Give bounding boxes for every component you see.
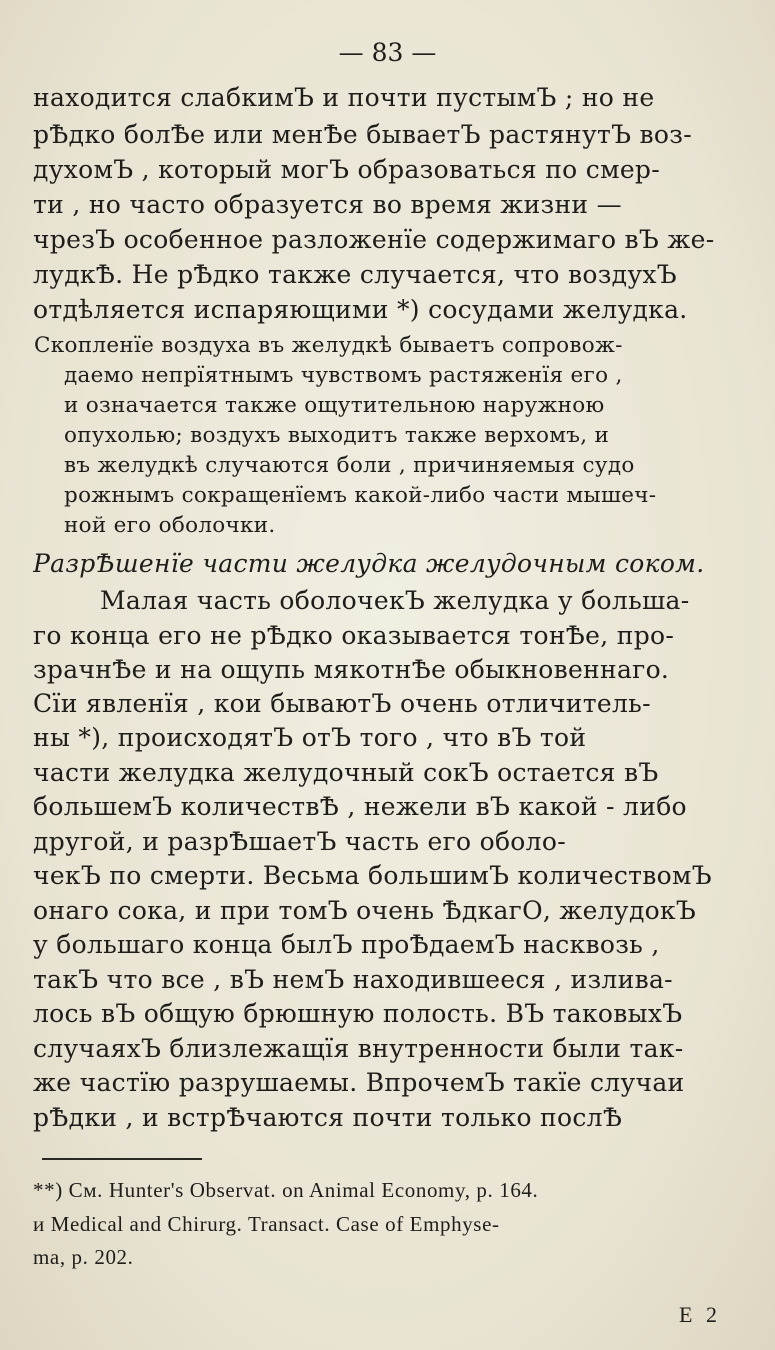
text-line: же частїю разрушаемы. ВпрочемЪ такїе случаи bbox=[33, 1068, 685, 1097]
text-line: находится слабкимЪ и почти пустымЪ ; но не bbox=[33, 83, 655, 112]
text-line: у большаго конца былЪ проѢдаемЪ насквозь , bbox=[33, 930, 660, 959]
footnote-rule bbox=[42, 1158, 202, 1160]
text-line: онаго сока, и при томЪ очень ѢдкагО, желудокЪ bbox=[33, 896, 697, 925]
signature-mark: Е 2 bbox=[679, 1302, 717, 1327]
text-line: чрезЪ особенное разложенїе содержимаго вЪ же- bbox=[33, 225, 715, 254]
footnote-line: ma, p. 202. bbox=[33, 1245, 134, 1269]
text-line: рожнымъ сокращенїемъ какой-либо части мышеч- bbox=[64, 483, 657, 508]
footnote-line: и Medical and Chirurg. Transact. Case of Emphyse- bbox=[33, 1212, 500, 1236]
text-line: части желудка желудочный сокЪ остается вЪ bbox=[33, 758, 659, 787]
footnote-line: **) См. Hunter's Observat. on Animal Economy, p. 164. bbox=[33, 1178, 539, 1202]
text-line: Малая часть оболочекЪ желудка у большa- bbox=[100, 586, 690, 615]
text-line: го конца его не рѢдко оказывается тонѢе, про- bbox=[33, 621, 675, 650]
text-line: другой, и разрѢшаетЪ часть его оболо- bbox=[33, 827, 566, 856]
section-heading: РазрѢшенїе части желудка желудочным соком. bbox=[33, 549, 705, 578]
text-line: большемЪ количествѢ , нежели вЪ какой - либо bbox=[33, 792, 687, 821]
text-line: случаяхЪ близлежащїя внутренности были так- bbox=[33, 1034, 684, 1063]
text-line: и означается также ощутительною наружною bbox=[64, 393, 605, 418]
text-line: зрачнѢе и на ощупь мякотнѢе обыкновеннаго. bbox=[33, 655, 670, 684]
text-line: рѢдко болѢе или менѢе бываетЪ растянутЪ воз- bbox=[33, 120, 692, 149]
text-line: лось вЪ общую брюшную полость. ВЪ таковыхЪ bbox=[33, 999, 683, 1028]
text-line: ти , но часто образуется во время жизни — bbox=[33, 190, 622, 219]
page-number: — 83 — bbox=[338, 38, 437, 67]
text-line: ной его оболочки. bbox=[64, 513, 276, 538]
text-line: чекЪ по смерти. Весьма большимЪ количествомЪ bbox=[33, 861, 712, 890]
text-line: Сїи явленїя , кои бываютЪ очень отличитель- bbox=[33, 689, 651, 718]
text-line: духомЪ , который могЪ образоваться по смер- bbox=[33, 155, 660, 184]
text-line: лудкѢ. Не рѢдко также случается, что воздухЪ bbox=[33, 260, 677, 289]
text-line: рѢдки , и встрѢчаются почти только послѢ bbox=[33, 1103, 623, 1132]
text-line: отдѣляется испаряющими *) сосудами желудка. bbox=[33, 295, 688, 324]
text-line: въ желудкѣ случаются боли , причиняемыя судо bbox=[64, 453, 635, 478]
text-line: ны *), происходятЪ отЪ того , что вЪ той bbox=[33, 723, 587, 752]
text-line: такЪ что все , вЪ немЪ находившееся , излива- bbox=[33, 965, 673, 994]
text-line: даемо непрїятнымъ чувствомъ растяженїя его , bbox=[64, 363, 623, 388]
text-line: опухолью; воздухъ выходитъ также верхомъ, и bbox=[64, 423, 610, 448]
text-line: Скопленїе воздуха въ желудкѣ бываетъ сопровож- bbox=[34, 333, 623, 358]
